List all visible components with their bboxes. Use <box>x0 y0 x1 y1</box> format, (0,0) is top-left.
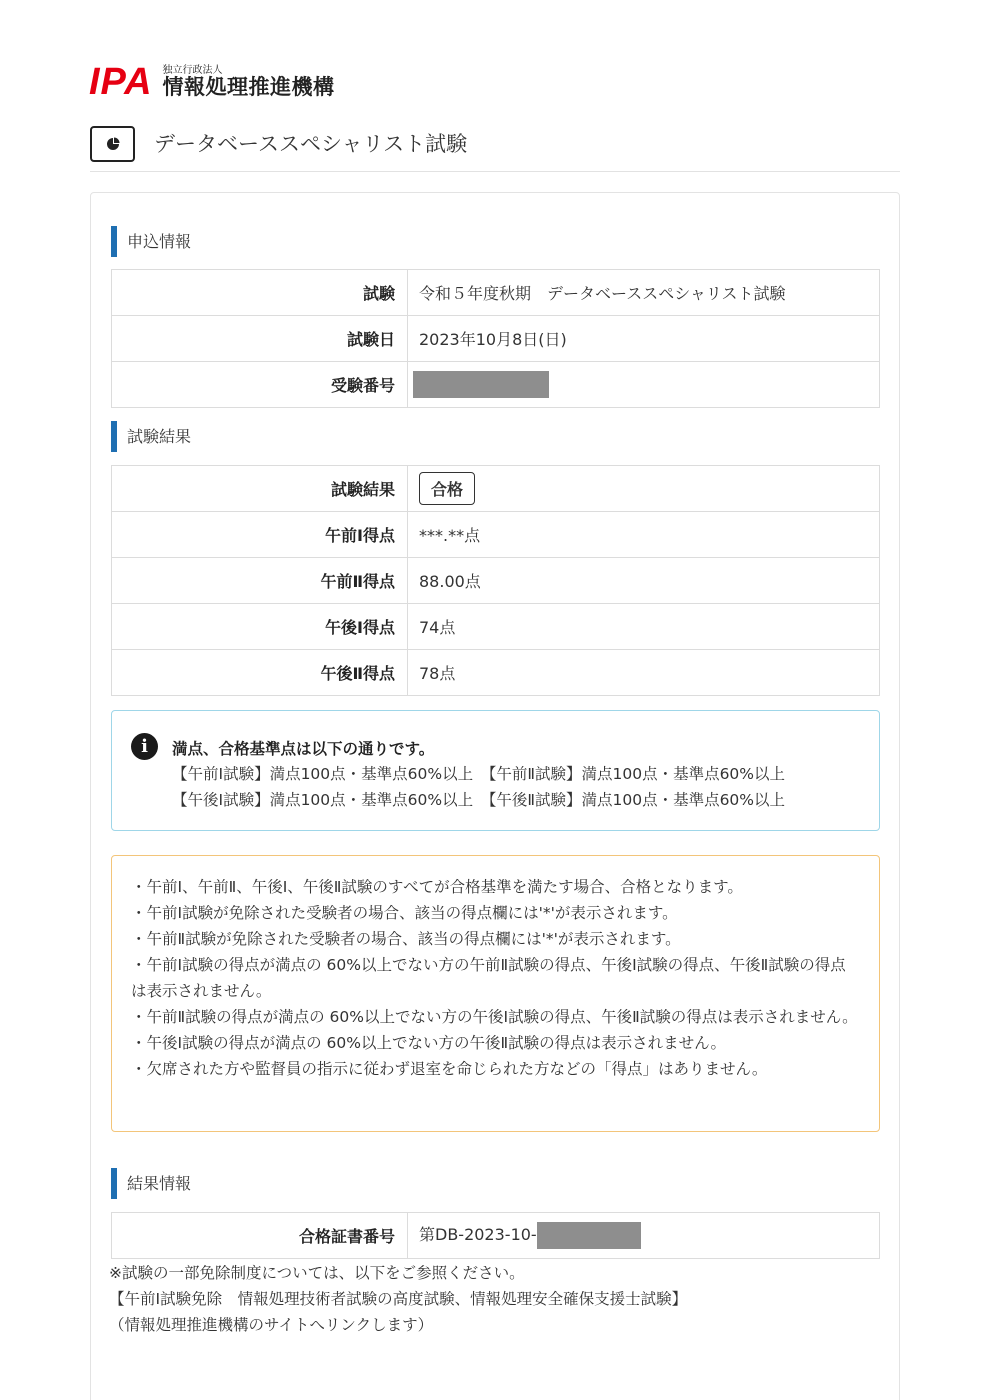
certificate-table <box>111 1212 880 1259</box>
exemption-link-note: （情報処理推進機構のサイトへリンクします） <box>109 1316 434 1334</box>
criteria-line: 【午後Ⅰ試験】満点100点・基準点60%以上 【午後Ⅱ試験】満点100点・基準点60%以上 <box>172 791 786 809</box>
score-value: 74点 <box>408 604 880 650</box>
logo-text <box>163 66 335 99</box>
section-heading-result-info: 結果情報 <box>111 1168 191 1199</box>
score-value: 88.00点 <box>408 558 880 604</box>
row-label: 試験日 <box>112 316 408 362</box>
rule-line: ・午前Ⅰ、午前Ⅱ、午後Ⅰ、午後Ⅱ試験のすべてが合格基準を満たす場合、合格となります。 <box>131 878 743 896</box>
rule-line: ・午前Ⅱ試験の得点が満点の 60%以上でない方の午後Ⅰ試験の得点、午後Ⅱ試験の得点は表示されません。 <box>131 1008 858 1026</box>
rule-line: ・午前Ⅰ試験が免除された受験者の場合、該当の得点欄には'*'が表示されます。 <box>131 904 678 922</box>
exam-name-value: 令和５年度秋期 データベーススペシャリスト試験 <box>408 270 880 316</box>
exemption-link[interactable] <box>109 1286 687 1312</box>
table-row <box>112 650 880 696</box>
logo-mark: IPA <box>89 61 153 103</box>
page-header <box>90 126 900 172</box>
rule-line: ・午前Ⅱ試験が免除された受験者の場合、該当の得点欄には'*'が表示されます。 <box>131 930 681 948</box>
criteria-notice <box>111 710 880 831</box>
exam-date-value: 2023年10月8日(日) <box>408 316 880 362</box>
pie-chart-icon <box>90 126 135 162</box>
certificate-value <box>408 1213 880 1259</box>
result-table <box>111 465 880 696</box>
score-value: ***.**点 <box>408 512 880 558</box>
rule-line: ・午前Ⅰ試験の得点が満点の 60%以上でない方の午前Ⅱ試験の得点、午後Ⅰ試験の得点、午後Ⅱ試験の得点は表示されません。 <box>131 956 846 1000</box>
table-row <box>112 512 880 558</box>
result-value <box>408 466 880 512</box>
section-heading-application: 申込情報 <box>111 226 191 257</box>
application-table <box>111 269 880 408</box>
info-icon: i <box>131 733 158 760</box>
table-row <box>112 316 880 362</box>
criteria-line: 【午前Ⅰ試験】満点100点・基準点60%以上 【午前Ⅱ試験】満点100点・基準点60%以上 <box>172 765 786 783</box>
section-heading-result: 試験結果 <box>111 421 191 452</box>
row-label: 午後Ⅱ得点 <box>112 650 408 696</box>
row-label: 試験 <box>112 270 408 316</box>
table-row <box>112 604 880 650</box>
criteria-heading: 満点、合格基準点は以下の通りです。 <box>172 740 435 758</box>
redacted-block <box>413 371 549 398</box>
pass-badge: 合格 <box>419 472 475 505</box>
table-row <box>112 558 880 604</box>
certificate-prefix: 第DB-2023-10- <box>419 1225 537 1244</box>
logo-title: 情報処理推進機構 <box>162 75 335 100</box>
exam-number-value <box>408 362 880 408</box>
rules-notice <box>111 855 880 1132</box>
page-title: データベーススペシャリスト試験 <box>154 132 468 156</box>
rule-line: ・欠席された方や監督員の指示に従わず退室を命じられた方などの「得点」はありません。 <box>131 1060 768 1078</box>
table-row <box>112 1213 880 1259</box>
row-label: 受験番号 <box>112 362 408 408</box>
score-value: 78点 <box>408 650 880 696</box>
row-label: 午前Ⅱ得点 <box>112 558 408 604</box>
logo-subtitle: 独立行政法人 <box>162 64 223 76</box>
table-row <box>112 466 880 512</box>
row-label: 合格証書番号 <box>112 1213 408 1259</box>
table-row <box>112 362 880 408</box>
row-label: 午前Ⅰ得点 <box>112 512 408 558</box>
exemption-link-text[interactable]: 【午前Ⅰ試験免除 情報処理技術者試験の高度試験、情報処理安全確保支援士試験】 <box>109 1290 688 1308</box>
result-card <box>90 192 900 1400</box>
exemption-note: ※試験の一部免除制度については、以下をご参照ください。 <box>109 1264 525 1282</box>
table-row <box>112 270 880 316</box>
rule-line: ・午後Ⅰ試験の得点が満点の 60%以上でない方の午後Ⅱ試験の得点は表示されません。 <box>131 1034 727 1052</box>
redacted-block <box>537 1222 641 1249</box>
row-label: 試験結果 <box>112 466 408 512</box>
ipa-logo[interactable] <box>89 62 335 102</box>
row-label: 午後Ⅰ得点 <box>112 604 408 650</box>
